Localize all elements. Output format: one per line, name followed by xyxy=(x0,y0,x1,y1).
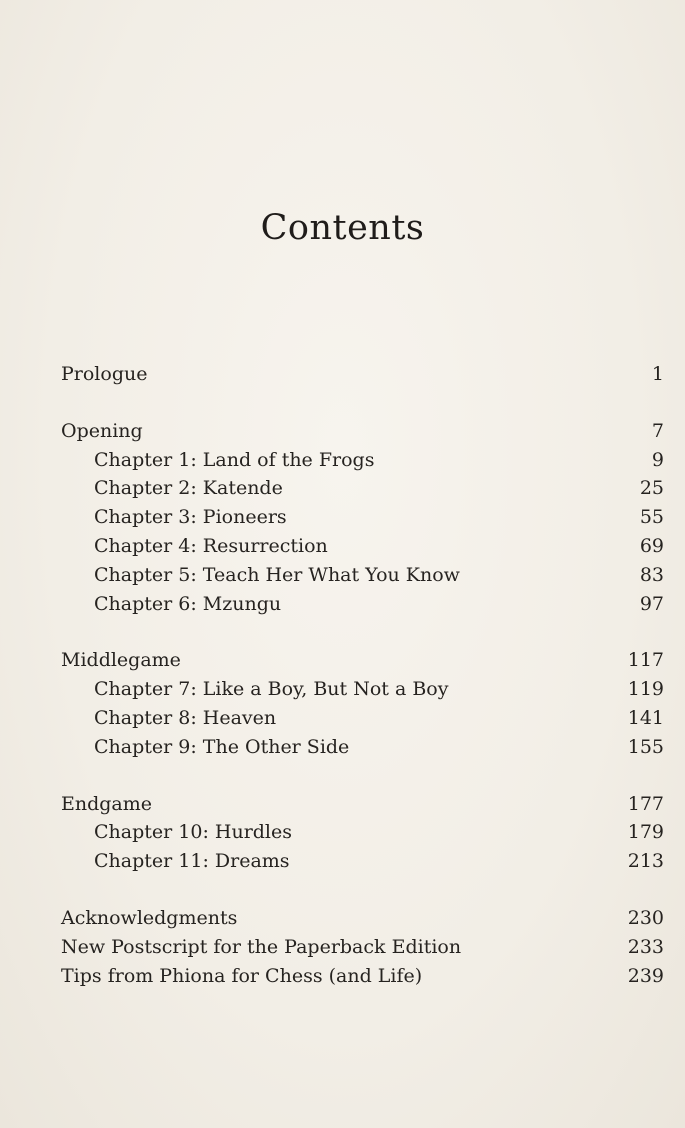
toc-entry-chapter-11 xyxy=(61,847,664,876)
toc-entry-page: 177 xyxy=(627,792,664,815)
toc-entry-page: 179 xyxy=(627,821,664,844)
toc-entry-page: 25 xyxy=(639,477,664,500)
table-of-contents xyxy=(61,360,664,990)
toc-entry-middlegame xyxy=(61,646,664,675)
toc-entry-endgame xyxy=(61,790,664,819)
toc-entry-page: 7 xyxy=(651,419,664,442)
toc-entry-page: 141 xyxy=(627,706,664,729)
toc-entry-chapter-1 xyxy=(61,446,664,475)
toc-entry-chapter-6 xyxy=(61,590,664,619)
toc-entry-page: 69 xyxy=(639,534,664,557)
toc-entry-label: Chapter 2: Katende xyxy=(94,477,283,500)
toc-entry-label: Chapter 10: Hurdles xyxy=(94,821,293,844)
section-spacer xyxy=(61,618,664,646)
section-spacer xyxy=(61,389,664,417)
toc-entry-page: 213 xyxy=(627,850,664,873)
toc-entry-label: Opening xyxy=(61,419,143,442)
toc-entry-label: Chapter 11: Dreams xyxy=(94,850,290,873)
toc-entry-chapter-8 xyxy=(61,704,664,733)
toc-entry-page: 1 xyxy=(651,363,664,385)
toc-entry-page: 97 xyxy=(639,592,664,615)
toc-entry-page: 233 xyxy=(627,935,664,958)
toc-entry-page: 9 xyxy=(651,448,664,471)
toc-group-prologue xyxy=(61,360,664,389)
toc-entry-opening xyxy=(61,417,664,446)
toc-group-opening xyxy=(61,417,664,619)
toc-entry-chapter-3 xyxy=(61,503,664,532)
toc-entry-label: Chapter 8: Heaven xyxy=(94,706,277,729)
toc-entry-label: Chapter 1: Land of the Frogs xyxy=(94,448,375,471)
toc-entry-chapter-7 xyxy=(61,675,664,704)
toc-entry-page: 155 xyxy=(627,735,664,758)
toc-group-endgame xyxy=(61,790,664,876)
toc-entry-label: Middlegame xyxy=(61,649,181,672)
toc-entry-postscript xyxy=(61,933,664,962)
toc-entry-tips xyxy=(61,962,664,991)
toc-entry-page: 119 xyxy=(627,678,664,701)
toc-entry-label: Chapter 7: Like a Boy, But Not a Boy xyxy=(94,678,449,701)
toc-entry-chapter-9 xyxy=(61,733,664,762)
toc-entry-label: Acknowledgments xyxy=(61,906,238,929)
toc-entry-page: 117 xyxy=(627,649,664,672)
page-title: Contents xyxy=(260,208,425,248)
toc-entry-label: Chapter 4: Resurrection xyxy=(94,534,328,557)
toc-entry-page: 55 xyxy=(639,506,664,529)
toc-entry-label: Prologue xyxy=(61,363,148,385)
toc-entry-label: Tips from Phiona for Chess (and Life) xyxy=(61,964,423,987)
toc-entry-label: Chapter 9: The Other Side xyxy=(94,735,350,758)
toc-entry-chapter-5 xyxy=(61,561,664,590)
toc-entry-chapter-10 xyxy=(61,818,664,847)
section-spacer xyxy=(61,762,664,790)
toc-entry-page: 83 xyxy=(639,563,664,586)
toc-entry-prologue xyxy=(61,360,664,389)
toc-entry-label: Chapter 3: Pioneers xyxy=(94,506,287,529)
toc-entry-label: New Postscript for the Paperback Edition xyxy=(61,935,462,958)
toc-group-middlegame xyxy=(61,646,664,761)
toc-entry-label: Chapter 5: Teach Her What You Know xyxy=(94,563,460,586)
toc-entry-chapter-2 xyxy=(61,474,664,503)
toc-group-backmatter xyxy=(61,904,664,990)
toc-entry-page: 230 xyxy=(627,906,664,929)
toc-entry-page: 239 xyxy=(627,964,664,987)
section-spacer xyxy=(61,876,664,904)
toc-entry-label: Chapter 6: Mzungu xyxy=(94,592,282,615)
toc-entry-acknowledgments xyxy=(61,904,664,933)
toc-entry-chapter-4 xyxy=(61,532,664,561)
toc-entry-label: Endgame xyxy=(61,792,153,815)
